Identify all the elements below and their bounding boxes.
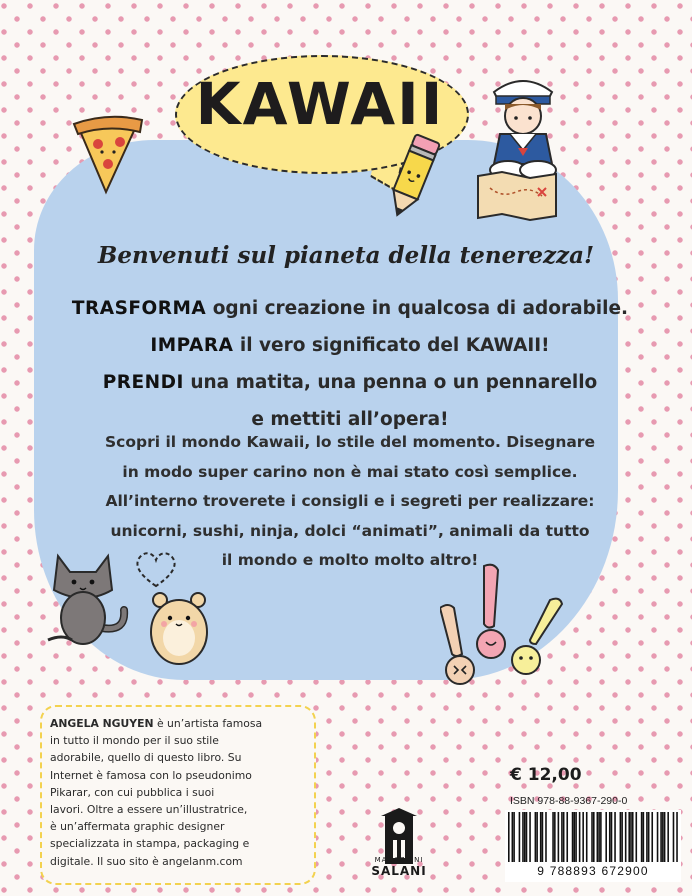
- barcode-digits: 9 788893 672900: [537, 864, 649, 878]
- point-learn: [70, 327, 630, 364]
- barcode-bar: [676, 812, 678, 862]
- barcode-bar: [572, 812, 574, 862]
- pizza-icon: [72, 112, 144, 198]
- description-line: il mondo e molto molto altro!: [221, 551, 479, 569]
- barcode-bar: [605, 812, 607, 862]
- point-text: e mettiti all’opera!: [251, 409, 449, 430]
- barcode-bar: [563, 812, 565, 862]
- barcode-bar: [643, 812, 645, 862]
- barcode-bar: [552, 812, 554, 862]
- barcode-bar: [591, 812, 593, 862]
- heart-icon: [132, 548, 180, 590]
- publisher-line2: SALANI: [371, 864, 427, 878]
- barcode-bar: [660, 812, 662, 862]
- barcode-bar: [598, 812, 600, 862]
- barcode-bar: [545, 812, 547, 862]
- barcode-bar: [554, 812, 556, 862]
- bio-line: Pikarar, con cui pubblica i suoi: [50, 785, 215, 799]
- barcode-bar: [662, 812, 664, 862]
- bio-line: specializzata in stampa, packaging e: [50, 837, 250, 851]
- barcode-bar: [535, 812, 537, 862]
- barcode-bar: [522, 812, 524, 862]
- price: € 12,00: [510, 765, 582, 785]
- point-text: il vero significato del KAWAII!: [233, 335, 550, 356]
- cat-icon: [42, 548, 134, 648]
- barcode-bar: [597, 812, 599, 862]
- point-transform: [70, 290, 630, 327]
- pencil-icon: [378, 130, 448, 222]
- bio-line: digitale. Il suo sito è angelanm.com: [50, 854, 243, 868]
- barcode-bar: [540, 812, 542, 862]
- bio-line: è un’affermata graphic designer: [50, 820, 225, 834]
- barcode-bar: [566, 812, 568, 862]
- bio-line: in tutto il mondo per il suo stile: [50, 734, 219, 748]
- book-title: KAWAII: [195, 70, 445, 138]
- barcode-bar: [600, 812, 602, 862]
- barcode-bar: [611, 812, 613, 862]
- barcode-bar: [586, 812, 588, 862]
- description-line: unicorni, sushi, ninja, dolci “animati”, animali da tutto: [110, 521, 590, 540]
- barcode-bar: [558, 812, 560, 862]
- barcode-bar: [651, 812, 653, 862]
- barcode-bar: [524, 812, 526, 862]
- barcode-bar: [620, 812, 622, 862]
- point-keyword: PRENDI: [102, 372, 184, 393]
- point-text: ogni creazione in qualcosa di adorabile.: [206, 298, 629, 319]
- author-name: ANGELA NGUYEN: [50, 717, 154, 730]
- exclamation-faces-icon: [440, 560, 570, 696]
- barcode-bar: [542, 812, 544, 862]
- barcode-bar: [609, 812, 611, 862]
- barcode-bar: [673, 812, 675, 862]
- barcode-bar: [667, 812, 669, 862]
- publisher-name: [355, 856, 443, 878]
- barcode-bar: [641, 812, 643, 862]
- barcode-bar: [630, 812, 632, 862]
- treasure-map-icon: [472, 168, 562, 224]
- barcode-bar: [646, 812, 648, 862]
- barcode-bar: [593, 812, 595, 862]
- barcode-bar: [512, 812, 514, 862]
- description-line: All’interno troverete i consigli e i segreti per realizzare:: [105, 492, 595, 510]
- author-bio: [50, 715, 318, 870]
- point-keyword: IMPARA: [150, 335, 234, 356]
- barcode-bar: [519, 812, 521, 862]
- barcode-bar: [664, 812, 666, 862]
- bio-line: lavori. Oltre a essere un’illustratrice,: [50, 803, 248, 817]
- barcode-bar: [636, 812, 638, 862]
- barcode-bar: [513, 812, 515, 862]
- barcode-bar: [632, 812, 634, 862]
- barcode-bar: [574, 812, 576, 862]
- point-text: una matita, una penna o un pennarello: [183, 372, 598, 393]
- barcode-bar: [648, 812, 650, 862]
- sailor-character-icon: [478, 70, 568, 182]
- point-keyword: TRASFORMA: [71, 298, 207, 319]
- hamster-icon: [146, 588, 212, 666]
- barcode-bar: [529, 812, 531, 862]
- tagline: Benvenuti sul pianeta della tenerezza!: [97, 242, 595, 269]
- barcode: [505, 810, 681, 862]
- barcode-bar: [526, 812, 528, 862]
- barcode-bar: [508, 812, 510, 862]
- description-line: in modo super carino non è mai stato così semplice.: [122, 462, 578, 481]
- point-take: [70, 364, 630, 401]
- barcode-bar: [614, 812, 616, 862]
- isbn-label: ISBN 978-88-9367-290-0: [510, 795, 628, 807]
- barcode-bar: [625, 812, 627, 862]
- barcode-bar: [657, 812, 659, 862]
- description-line: Scopri il mondo Kawaii, lo stile del momento. Disegnare: [105, 433, 595, 451]
- barcode-bar: [628, 812, 630, 862]
- barcode-bar: [536, 812, 538, 862]
- feature-points: [70, 290, 630, 438]
- bio-line: adorabile, quello di questo libro. Su: [50, 751, 242, 765]
- barcode-bar: [621, 812, 623, 862]
- barcode-bar: [579, 812, 581, 862]
- bio-text: è un’artista famosa: [153, 717, 263, 730]
- barcode-bar: [575, 812, 577, 862]
- bio-line: [50, 715, 318, 732]
- publisher-line1: MAGAZZINI: [374, 856, 424, 864]
- barcode-bar: [561, 812, 563, 862]
- bio-line: Internet è famosa con lo pseudonimo: [50, 768, 252, 782]
- barcode-bar: [582, 812, 584, 862]
